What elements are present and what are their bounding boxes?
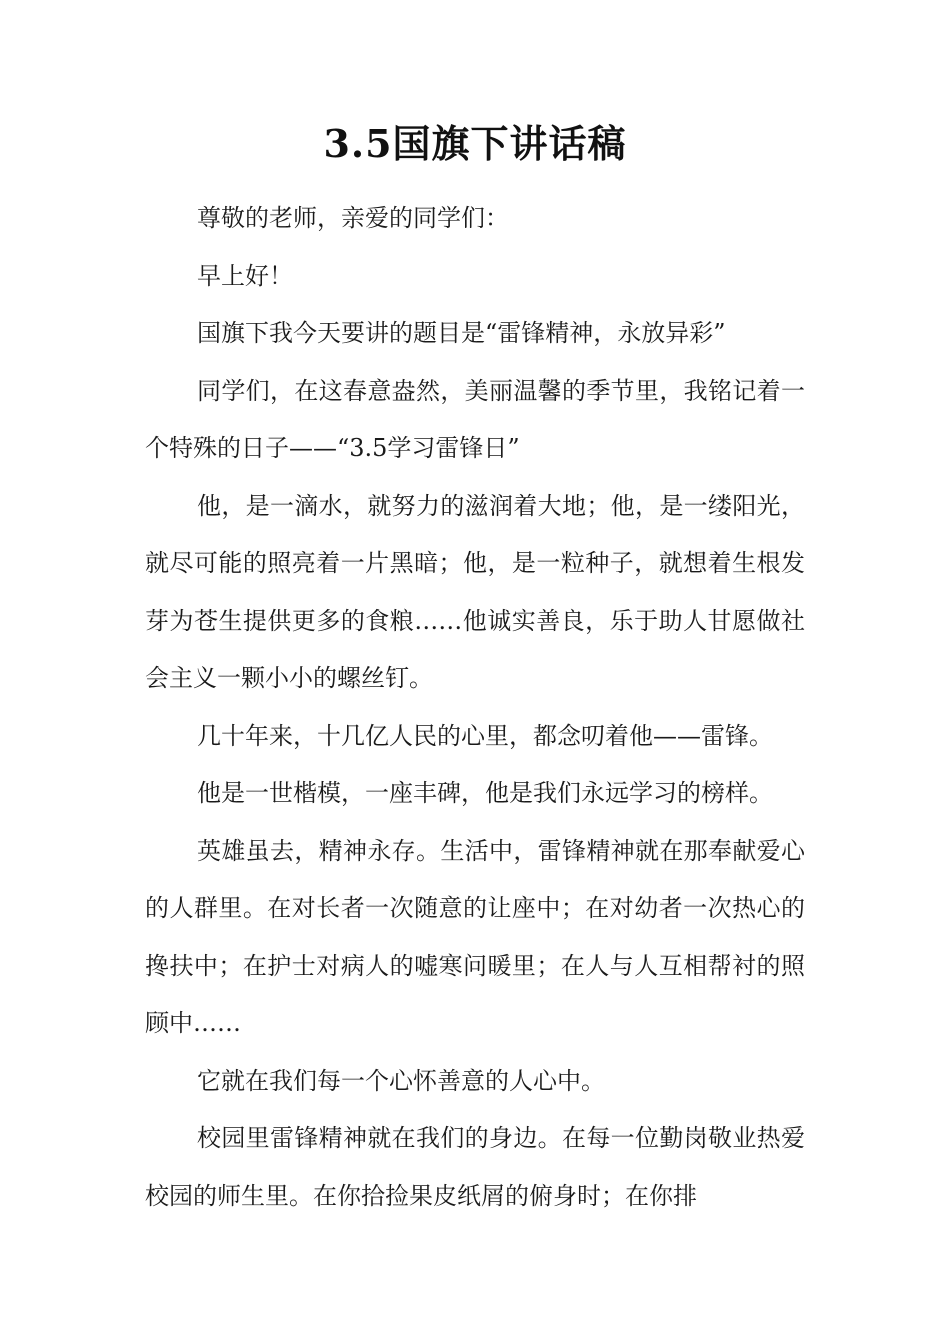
paragraph-intro: 同学们，在这春意盎然，美丽温馨的季节里，我铭记着一个特殊的日子——“3.5学习雷锋日” — [145, 376, 805, 462]
paragraph-topic: 国旗下我今天要讲的题目是“雷锋精神，永放异彩” — [197, 319, 726, 347]
paragraph-greeting: 尊敬的老师，亲爱的同学们： — [197, 204, 509, 232]
paragraph-spirit-lives: 英雄虽去，精神永存。生活中，雷锋精神就在那奉献爱心的人群里。在对长者一次随意的让座中；在对幼者一次热心的搀扶中；在护士对病人的嘘寒问暖里；在人与人互相帮衬的照顾中…… — [145, 836, 805, 1037]
paragraph-good-morning: 早上好！ — [197, 261, 293, 290]
paragraph-decades: 几十年来，十几亿人民的心里，都念叨着他——雷锋。 — [197, 721, 773, 750]
paragraph-campus: 校园里雷锋精神就在我们的身边。在每一位勤岗敬业热爱校园的师生里。在你拾捡果皮纸屑的俯身时；在你排 — [145, 1124, 805, 1210]
paragraph-metaphor: 他，是一滴水，就努力的滋润着大地；他，是一缕阳光，就尽可能的照亮着一片黑暗；他，是一粒种子，就想着生根发芽为苍生提供更多的食粮……他诚实善良，乐于助人甘愿做社会主义一颗小小的螺丝钉。 — [145, 491, 805, 692]
paragraph-role-model: 他是一世楷模，一座丰碑，他是我们永远学习的榜样。 — [197, 779, 773, 807]
document-body — [145, 190, 805, 1225]
document-title: 3.5国旗下讲话稿 — [323, 121, 627, 166]
paragraph-in-hearts: 它就在我们每一个心怀善意的人心中。 — [197, 1066, 605, 1095]
